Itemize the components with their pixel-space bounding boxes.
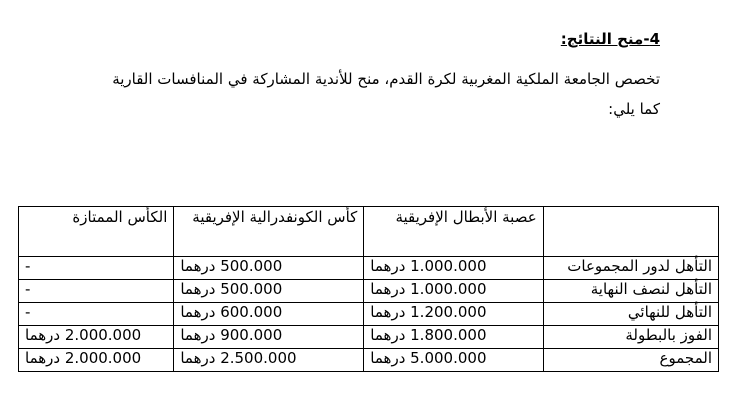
champions-value: 1.000.000 درهما (364, 257, 543, 280)
super-value: 2.000.000 درهما (19, 349, 174, 372)
table-header-row (19, 207, 719, 257)
super-value: - (19, 257, 174, 280)
table-row (19, 303, 719, 326)
intro-line-2: كما يلي: (608, 100, 660, 118)
header-empty-cell (543, 207, 718, 257)
intro-line-1: تخصص الجامعة الملكية المغربية لكرة القدم، منح للأندية المشاركة في المنافسات القارية (112, 70, 660, 88)
table-row (19, 280, 719, 303)
confed-value: 500.000 درهما (174, 257, 364, 280)
confed-value: 2.500.000 درهما (174, 349, 364, 372)
table-row (19, 349, 719, 372)
super-value: 2.000.000 درهما (19, 326, 174, 349)
intro-paragraph (40, 64, 660, 124)
rewards-table (18, 206, 719, 372)
row-label: التأهل للنهائي (543, 303, 718, 326)
champions-value: 1.000.000 درهما (364, 280, 543, 303)
row-label: المجموع (543, 349, 718, 372)
section-heading: 4-منح النتائج: (560, 30, 660, 48)
champions-value: 1.800.000 درهما (364, 326, 543, 349)
confed-value: 500.000 درهما (174, 280, 364, 303)
table-row (19, 326, 719, 349)
super-value: - (19, 280, 174, 303)
champions-value: 5.000.000 درهما (364, 349, 543, 372)
header-confederation-cup: كأس الكونفدرالية الإفريقية (174, 207, 364, 257)
super-value: - (19, 303, 174, 326)
confed-value: 900.000 درهما (174, 326, 364, 349)
row-label: التأهل لنصف النهاية (543, 280, 718, 303)
header-champions-league: عصبة الأبطال الإفريقية (364, 207, 543, 257)
confed-value: 600.000 درهما (174, 303, 364, 326)
champions-value: 1.200.000 درهما (364, 303, 543, 326)
header-super-cup: الكأس الممتازة (19, 207, 174, 257)
row-label: الفوز بالبطولة (543, 326, 718, 349)
row-label: التأهل لدور المجموعات (543, 257, 718, 280)
table-row (19, 257, 719, 280)
